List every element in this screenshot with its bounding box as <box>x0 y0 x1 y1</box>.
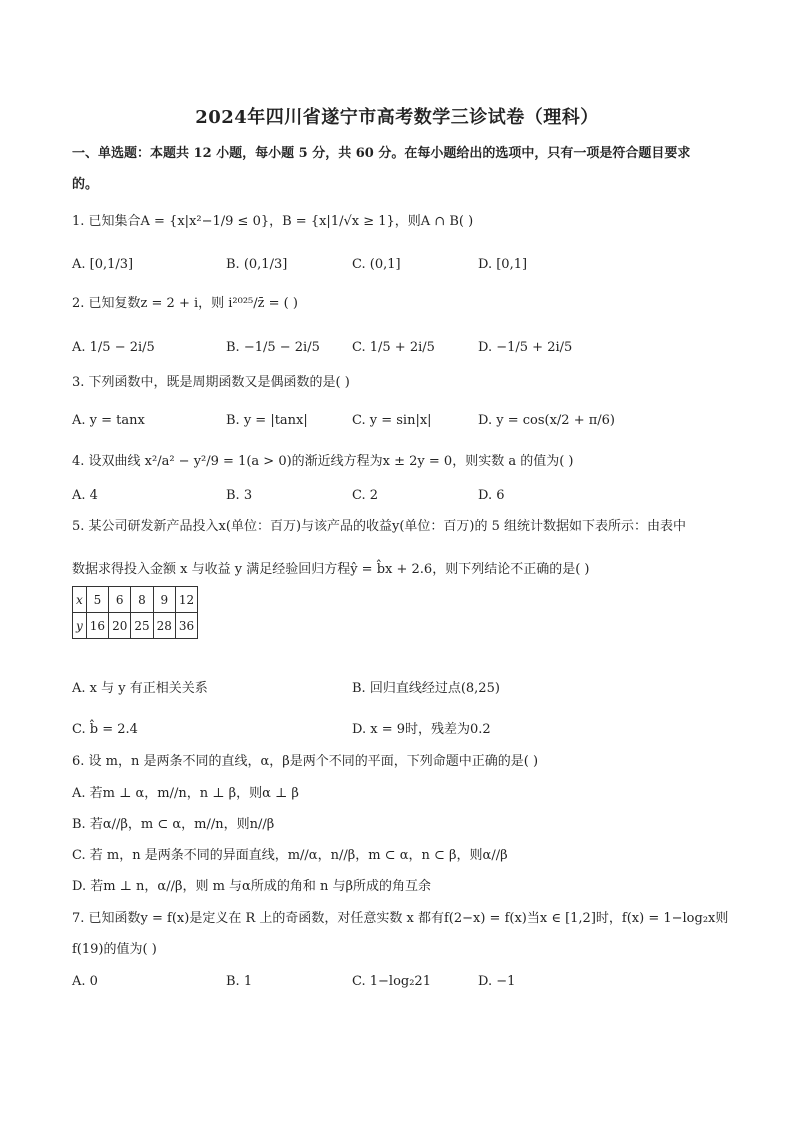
question-6-option-d: D. 若m ⊥ n，α//β，则 m 与α所成的角和 n 与β所成的角互余 <box>72 879 431 894</box>
question-2-stem: 2. 已知复数z = 2 + i，则 i²⁰²⁵/z̄ = ( ) <box>72 296 298 311</box>
question-7-stem-line-1: 7. 已知函数y = f(x)是定义在 R 上的奇函数，对任意实数 x 都有f(2−x) = f(x)当x ∈ [1,2]时，f(x) = 1−log₂x则 <box>72 911 729 926</box>
table-cell: 5 <box>86 587 108 613</box>
question-4-option-c: C. 2 <box>352 488 379 503</box>
question-3-option-b: B. y = |tanx| <box>226 413 308 428</box>
question-1-option-b: B. (0,1/3] <box>226 257 288 272</box>
question-3-option-a: A. y = tanx <box>72 413 145 428</box>
table-cell: 16 <box>86 613 108 639</box>
question-1-option-d: D. [0,1] <box>478 257 528 272</box>
table-cell: 9 <box>153 587 175 613</box>
question-5-option-b: B. 回归直线经过点(8,25) <box>352 681 500 696</box>
table-cell: 12 <box>175 587 197 613</box>
table-cell: 8 <box>131 587 153 613</box>
question-5-stem-line-1: 5. 某公司研发新产品投入x(单位：百万)与该产品的收益y(单位：百万)的 5 组统计数据如下表所示：由表中 <box>72 519 687 534</box>
table-cell: 36 <box>175 613 197 639</box>
question-1-stem: 1. 已知集合A = {x|x²−1/9 ≤ 0}，B = {x|1/√x ≥ 1}，则A ∩ B( ) <box>72 214 474 229</box>
question-5-stem-line-2: 数据求得投入金额 x 与收益 y 满足经验回归方程ŷ = b̂x + 2.6，则下列结论不正确的是( ) <box>72 562 590 577</box>
question-4-option-b: B. 3 <box>226 488 253 503</box>
section-heading-line-2: 的。 <box>72 177 99 192</box>
question-7-stem-line-2: f(19)的值为( ) <box>72 942 157 957</box>
question-4-option-d: D. 6 <box>478 488 505 503</box>
question-4-option-a: A. 4 <box>72 488 98 503</box>
question-2-option-c: C. 1/5 + 2i/5 <box>352 340 435 355</box>
table-cell: 6 <box>109 587 131 613</box>
question-7-option-d: D. −1 <box>478 974 516 989</box>
question-2-option-b: B. −1/5 − 2i/5 <box>226 340 320 355</box>
question-5-option-c: C. b̂ = 2.4 <box>72 722 138 737</box>
table-row <box>73 613 198 639</box>
table-cell: 28 <box>153 613 175 639</box>
data-table <box>72 586 198 639</box>
question-7-option-c: C. 1−log₂21 <box>352 974 431 989</box>
table-cell: 25 <box>131 613 153 639</box>
question-1-option-c: C. (0,1] <box>352 257 401 272</box>
page-title: 2024年四川省遂宁市高考数学三诊试卷（理科） <box>195 107 599 128</box>
question-3-option-c: C. y = sin|x| <box>352 413 432 428</box>
table-header-x: x <box>73 587 87 613</box>
question-1-option-a: A. [0,1/3] <box>72 257 134 272</box>
question-5-option-d: D. x = 9时，残差为0.2 <box>352 722 491 737</box>
question-7-option-b: B. 1 <box>226 974 253 989</box>
question-4-stem: 4. 设双曲线 x²/a² − y²/9 = 1(a > 0)的渐近线方程为x ± 2y = 0，则实数 a 的值为( ) <box>72 454 574 469</box>
question-6-option-c: C. 若 m，n 是两条不同的异面直线，m//α，n//β，m ⊂ α，n ⊂ β，则α//β <box>72 848 508 863</box>
question-5-option-a: A. x 与 y 有正相关关系 <box>72 681 208 696</box>
question-3-stem: 3. 下列函数中，既是周期函数又是偶函数的是( ) <box>72 375 350 390</box>
question-6-option-b: B. 若α//β，m ⊂ α，m//n，则n//β <box>72 817 275 832</box>
table-row <box>73 587 198 613</box>
table-header-y: y <box>73 613 87 639</box>
table-cell: 20 <box>109 613 131 639</box>
question-2-option-a: A. 1/5 − 2i/5 <box>72 340 155 355</box>
question-2-option-d: D. −1/5 + 2i/5 <box>478 340 573 355</box>
question-3-option-d: D. y = cos(x/2 + π/6) <box>478 413 615 428</box>
question-6-stem: 6. 设 m，n 是两条不同的直线，α，β是两个不同的平面，下列命题中正确的是( ) <box>72 754 539 769</box>
question-7-option-a: A. 0 <box>72 974 98 989</box>
section-heading-line-1: 一、单选题：本题共 12 小题，每小题 5 分，共 60 分。在每小题给出的选项中，只有一项是符合题目要求 <box>72 146 691 161</box>
question-6-option-a: A. 若m ⊥ α，m//n，n ⊥ β，则α ⊥ β <box>72 786 299 801</box>
